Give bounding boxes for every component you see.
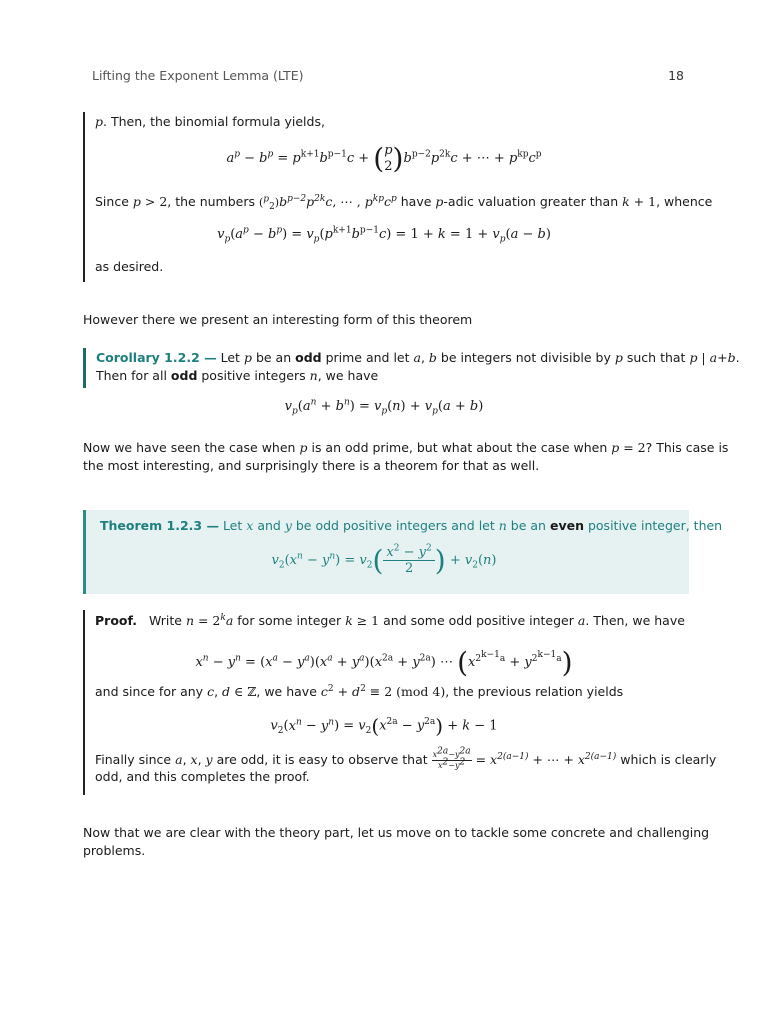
valuation-equation: $v_p(a^p - b^p) = v_p(p^{k+1}b^{p-1}c) = 1 + k = 1 + v_p(a - b)$ (217, 225, 551, 245)
factorization-equation: $x^n - y^n = (x^a - y^a)(x^a + y^a)(x^{2a} + y^{2a})$ ⋯ $(x^{2^{k-1}a} + y^{2^{k-1}a})$ (195, 646, 573, 679)
corollary-bar (83, 348, 86, 388)
running-header: Lifting the Exponent Lemma (LTE) (92, 68, 304, 83)
paragraph-final-line1: Now that we are clear with the theory part, let us move on to tackle some concrete and challenging (83, 825, 710, 840)
proof2-last: odd, and this completes the proof. (95, 769, 310, 784)
paragraph-now-line2: the most interesting, and surprisingly there is a theorem for that as well. (83, 458, 540, 473)
theorem-title: Theorem 1.2.3 — (100, 518, 219, 533)
corollary-equation: $v_p(a^n + b^n) = v_p(n) + v_p(a + b)$ (284, 397, 484, 417)
theorem-equation: $v_2(x^n - y^n) = v_2$( $\frac{x^2 - y^2}{2}$ ) + $v_2(n)$ (271, 543, 497, 577)
proof1-since-line: Since p > 2, the numbers $(^p_2)b^{p-2}p^{2k}c$, ⋯ , $p^{kp}c^p$ have p-adic valuation greater than k + 1, whence (95, 193, 713, 213)
proof-label: Proof. (95, 613, 138, 628)
paragraph-now-line1: Now we have seen the case when p is an odd prime, but what about the case when p = 2? This case is (83, 440, 729, 455)
proof2-line1: Proof. Write $n = 2^ka$ for some integer k ≥ 1 and some odd positive integer a. Then, we have (95, 612, 685, 628)
proof-bar (83, 112, 85, 282)
proof2-finally: Finally since a, x, y are odd, it is easy to observe that $\frac{x^{2a}-y^{2a}}{x^2-y^2}$ = $x^{2(a-1)}$ + ⋯ + $x^{2(a-1)}$ which is clearly (95, 746, 717, 770)
binomial-equation: $a^p - b^p = p^{k+1}b^{p-1}c$ + ( p 2 )$b^{p-2}p^{2k}c$ + ⋯ + $p^{kp}c^p$ (226, 142, 542, 175)
corollary-line1: Corollary 1.2.2 — Let p be an odd prime and let a, b be integers not divisible by p such that p | a+b. (96, 350, 740, 365)
proof2-bar (83, 610, 85, 795)
paragraph-however: However there we present an interesting form of this theorem (83, 312, 473, 327)
corollary-title: Corollary 1.2.2 — (96, 350, 217, 365)
as-desired: as desired. (95, 259, 164, 274)
paragraph-final-line2: problems. (83, 843, 146, 858)
theorem-line1: Theorem 1.2.3 — Let x and y be odd positive integers and let n be an even positive integer, then (100, 518, 723, 533)
corollary-line2: Then for all odd positive integers n, we have (96, 368, 379, 383)
v2-equation: $v_2(x^n - y^n) = v_2(x^{2a} - y^{2a}) + k - 1$ (270, 714, 498, 738)
proof1-line1: p. Then, the binomial formula yields, (95, 114, 325, 129)
proof2-and-since: and since for any c, d ∈ ℤ, we have $c^2 + d^2 \equiv 2$ (mod 4), the previous relation yields (95, 683, 624, 699)
page-number: 18 (668, 68, 684, 83)
